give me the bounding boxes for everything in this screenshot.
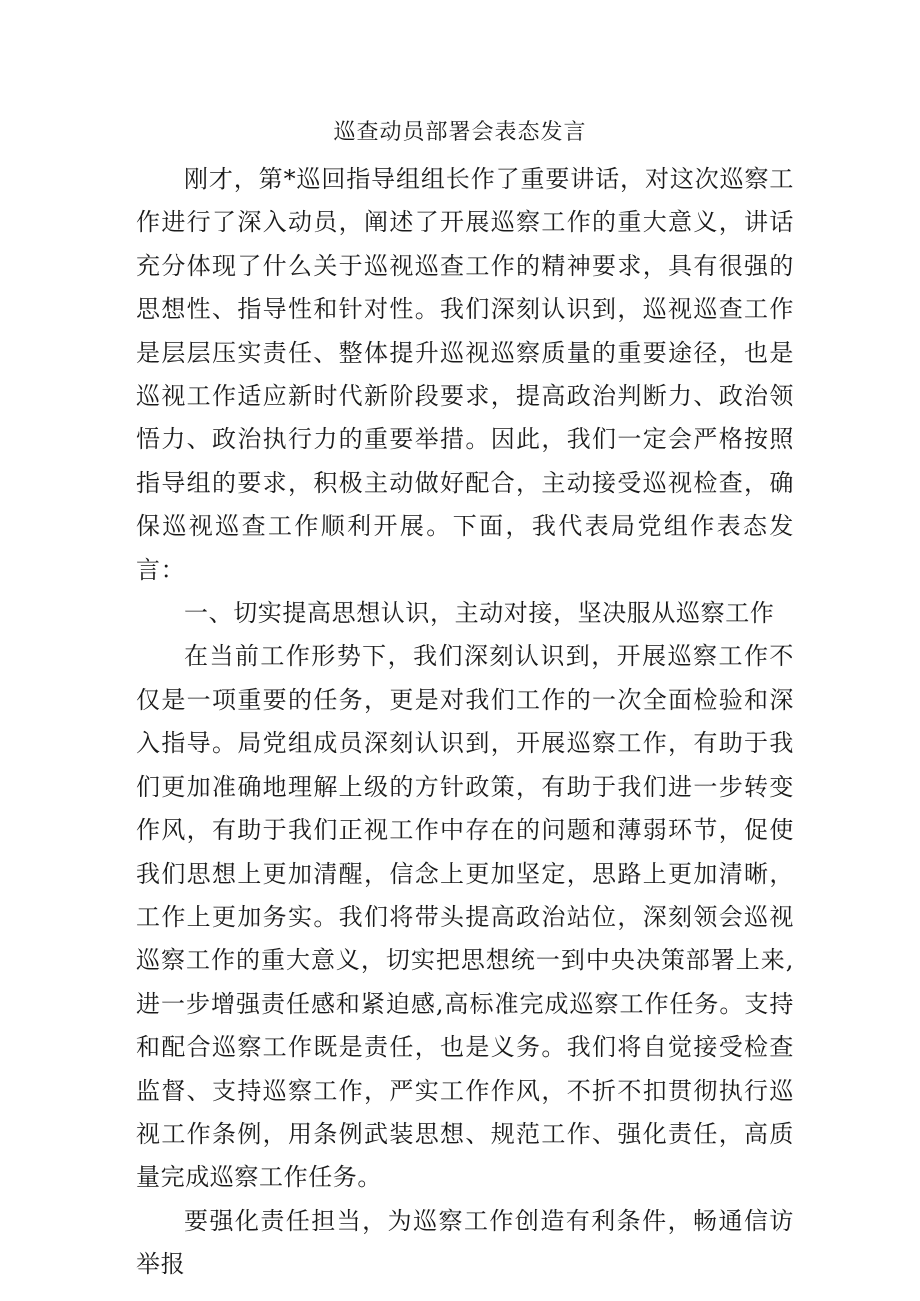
- document-title: 巡查动员部署会表态发言: [333, 120, 587, 145]
- document-body: [136, 158, 794, 1287]
- paragraph-responsibility: 要强化责任担当，为巡察工作创造有利条件，畅通信访举报: [136, 1206, 794, 1279]
- section-heading-1: 一、切实提高思想认识，主动对接，坚决服从巡察工作: [184, 599, 775, 628]
- paragraph-section-1: 在当前工作形势下，我们深刻认识到，开展巡察工作不仅是一项重要的任务，更是对我们工作的一次全面检验和深入指导。局党组成员深刻认识到，开展巡察工作，有助于我们更加准确地理解上级的方针政策，有助于我们进一步转变作风，有助于我们正视工作中存在的问题和薄弱环节，促使我们思想上更加清醒，信念上更加坚定，思路上更加清晰，工作上更加务实。我们将带头提高政治站位，深刻领会巡视巡察工作的重大意义，切实把思想统一到中央决策部署上来,进一步增强责任感和紧迫感,高标准完成巡察工作任务。支持和配合巡察工作既是责任，也是义务。我们将自觉接受检查监督、支持巡察工作，严实工作作风，不折不扣贯彻执行巡视工作条例，用条例武装思想、规范工作、强化责任，高质量完成巡察工作任务。: [136, 642, 794, 1192]
- paragraph-intro: 刚才，第*巡回指导组组长作了重要讲话，对这次巡察工作进行了深入动员，阐述了开展巡察工作的重大意义，讲话充分体现了什么关于巡视巡查工作的精神要求，具有很强的思想性、指导性和针对性。我们深刻认识到，巡视巡查工作是层层压实责任、整体提升巡视巡察质量的重要途径，也是巡视工作适应新时代新阶段要求，提高政治判断力、政治领悟力、政治执行力的重要举措。因此，我们一定会严格按照指导组的要求，积极主动做好配合，主动接受巡视检查，确保巡视巡查工作顺利开展。下面，我代表局党组作表态发言：: [136, 165, 794, 584]
